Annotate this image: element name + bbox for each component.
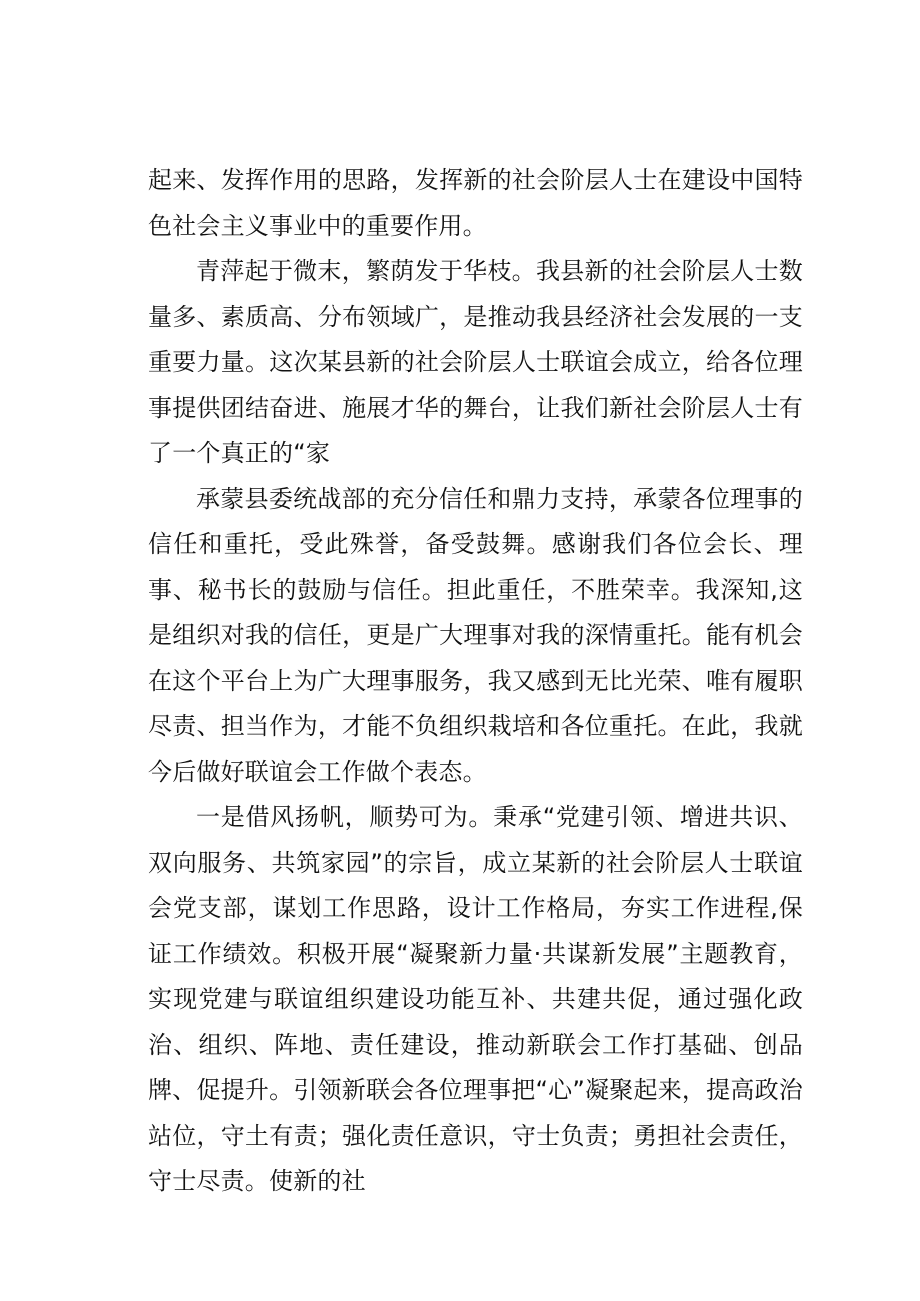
paragraph-1-text: 起来、发挥作用的思路，发挥新的社会阶层人士在建设中国特色社会主义事业中的重要作用。 [148, 166, 803, 240]
paragraph-2-text: 青萍起于微末，繁荫发于华枝。我县新的社会阶层人士数量多、素质高、分布领域广，是推动我县经济社会发展的一支重要力量。这次某县新的社会阶层人士联谊会成立，给各位理事提供团结奋进、施展才华的舞台，让我们新社会阶层人士有了一个真正的“家 [148, 257, 803, 467]
paragraph-2 [148, 249, 803, 477]
paragraph-3-text: 承蒙县委统战部的充分信任和鼎力支持，承蒙各位理事的信任和重托，受此殊誉，备受鼓舞。感谢我们各位会长、理事、秘书长的鼓励与信任。担此重任，不胜荣幸。我深知,这是组织对我的信任，更是广大理事对我的深情重托。能有机会在这个平台上为广大理事服务，我又感到无比光荣、唯有履职尽责、担当作为，才能不负组织栽培和各位重托。在此，我就今后做好联谊会工作做个表态。 [148, 484, 803, 786]
document-body [148, 158, 803, 1205]
paragraph-3 [148, 477, 803, 796]
paragraph-1 [148, 158, 803, 249]
paragraph-4 [148, 795, 803, 1205]
paragraph-4-lead: 一是借风扬帆，顺势 [196, 803, 419, 831]
paragraph-4-text: 可为。秉承“党建引领、增进共识、双向服务、共筑家园”的宗旨，成立某新的社会阶层人士联谊会党支部，谋划工作思路，设计工作格局，夯实工作进程,保证工作绩效。积极开展“凝聚新力量·共谋新发展”主题教育，实现党建与联谊组织建设功能互补、共建共促，通过强化政治、组织、阵地、责任建设，推动新联会工作打基础、创品牌、促提升。引领新联会各位理事把“心”凝聚起来，提高政治站位，守土有责；强化责任意识，守士负责；勇担社会责任，守士尽责。使新的社 [148, 803, 803, 1195]
